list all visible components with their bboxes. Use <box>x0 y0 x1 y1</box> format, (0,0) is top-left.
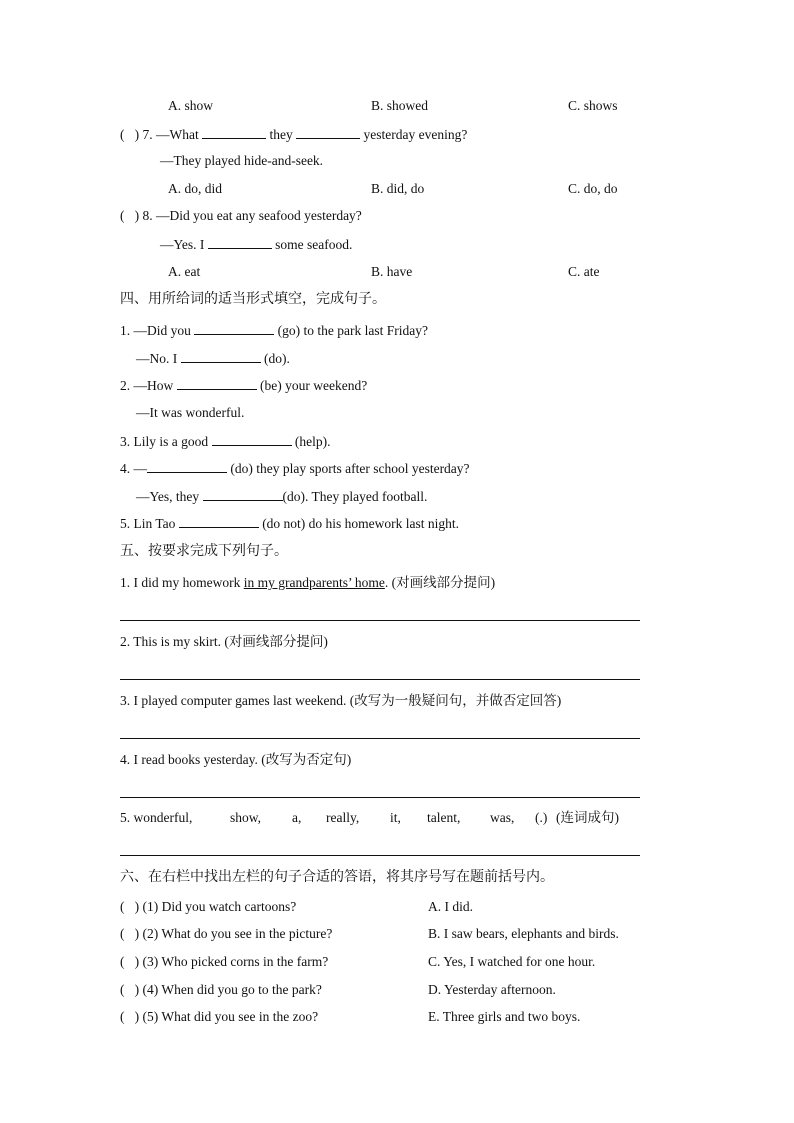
s4-item-4-reply: —Yes, they (do). They played football. <box>136 489 428 504</box>
q8-reply: —Yes. I some seafood. <box>160 237 353 252</box>
q8-stem: ( ) 8. —Did you eat any seafood yesterday? <box>120 208 362 223</box>
answer-paren[interactable]: ( ) <box>120 1009 140 1024</box>
s6-right-b: B. I saw bears, elephants and birds. <box>428 926 619 941</box>
s4-item-2-reply: —It was wonderful. <box>136 405 245 420</box>
s5-q4: 4. I read books yesterday. (改写为否定句) <box>120 752 352 767</box>
q7-reply: —They played hide-and-seek. <box>160 153 324 168</box>
word: talent, <box>427 810 461 825</box>
q7-option-a: A. do, did <box>168 181 222 196</box>
q7-option-c: C. do, do <box>568 181 618 196</box>
s5-answer-line-1[interactable] <box>120 620 640 621</box>
q7-blank-2[interactable] <box>296 125 360 139</box>
section5-title: 五、按要求完成下列句子。 <box>120 543 288 559</box>
s6-right-e: E. Three girls and two boys. <box>428 1009 581 1024</box>
word: really, <box>326 810 360 825</box>
answer-paren[interactable]: ( ) <box>120 982 140 997</box>
answer-paren[interactable]: ( ) <box>120 208 140 223</box>
s4-item-1: 1. —Did you (go) to the park last Friday? <box>120 323 428 338</box>
q6-option-b: B. showed <box>371 98 428 113</box>
s6-left-5: ( ) (5) What did you see in the zoo? <box>120 1009 319 1024</box>
s5-answer-line-2[interactable] <box>120 679 640 680</box>
s5-answer-line-5[interactable] <box>120 855 640 856</box>
s5-q5-instruction: (连词成句) <box>556 810 619 825</box>
s6-right-a: A. I did. <box>428 899 473 914</box>
s4-item-2: 2. —How (be) your weekend? <box>120 378 368 393</box>
s6-left-3: ( ) (3) Who picked corns in the farm? <box>120 954 329 969</box>
s6-left-4: ( ) (4) When did you go to the park? <box>120 982 322 997</box>
answer-paren[interactable]: ( ) <box>120 926 140 941</box>
underlined-phrase: in my grandparents’ home <box>243 575 385 590</box>
s5-q2: 2. This is my skirt. (对画线部分提问) <box>120 634 328 649</box>
section4-title: 四、用所给词的适当形式填空，完成句子。 <box>120 291 386 307</box>
s4-blank-7[interactable] <box>179 514 259 528</box>
q6-option-c: C. shows <box>568 98 618 113</box>
s4-item-4: 4. — (do) they play sports after school yesterday? <box>120 461 470 476</box>
s4-blank-4[interactable] <box>212 432 292 446</box>
q6-option-a: A. show <box>168 98 214 113</box>
s5-q3: 3. I played computer games last weekend. (改写为一般疑问句，并做否定回答) <box>120 693 562 708</box>
word: a, <box>292 810 302 825</box>
word: it, <box>390 810 401 825</box>
word: (.) <box>535 810 548 825</box>
s6-left-1: ( ) (1) Did you watch cartoons? <box>120 899 297 914</box>
s5-q1: 1. I did my homework in my grandparents’ home. (对画线部分提问) <box>120 575 496 590</box>
word: show, <box>230 810 262 825</box>
q7-option-b: B. did, do <box>371 181 425 196</box>
s4-blank-5[interactable] <box>147 459 227 473</box>
s4-blank-6[interactable] <box>203 487 283 501</box>
q8-blank[interactable] <box>208 235 272 249</box>
s4-blank-1[interactable] <box>194 321 274 335</box>
word: was, <box>490 810 515 825</box>
s5-answer-line-3[interactable] <box>120 738 640 739</box>
answer-paren[interactable]: ( ) <box>120 127 140 142</box>
q8-option-c: C. ate <box>568 264 600 279</box>
q8-option-a: A. eat <box>168 264 201 279</box>
s6-left-2: ( ) (2) What do you see in the picture? <box>120 926 333 941</box>
q7-blank-1[interactable] <box>202 125 266 139</box>
s4-blank-2[interactable] <box>181 349 261 363</box>
word: 5. wonderful, <box>120 810 193 825</box>
q8-option-b: B. have <box>371 264 413 279</box>
s6-right-d: D. Yesterday afternoon. <box>428 982 556 997</box>
section6-title: 六、在右栏中找出左栏的句子合适的答语，将其序号写在题前括号内。 <box>120 869 554 885</box>
s6-right-c: C. Yes, I watched for one hour. <box>428 954 596 969</box>
s4-item-3: 3. Lily is a good (help). <box>120 434 331 449</box>
s4-item-5: 5. Lin Tao (do not) do his homework last night. <box>120 516 460 531</box>
answer-paren[interactable]: ( ) <box>120 954 140 969</box>
q7-stem: ( ) 7. —What they yesterday evening? <box>120 127 468 142</box>
s4-blank-3[interactable] <box>177 376 257 390</box>
s5-answer-line-4[interactable] <box>120 797 640 798</box>
answer-paren[interactable]: ( ) <box>120 899 140 914</box>
s4-item-1-reply: —No. I (do). <box>136 351 290 366</box>
